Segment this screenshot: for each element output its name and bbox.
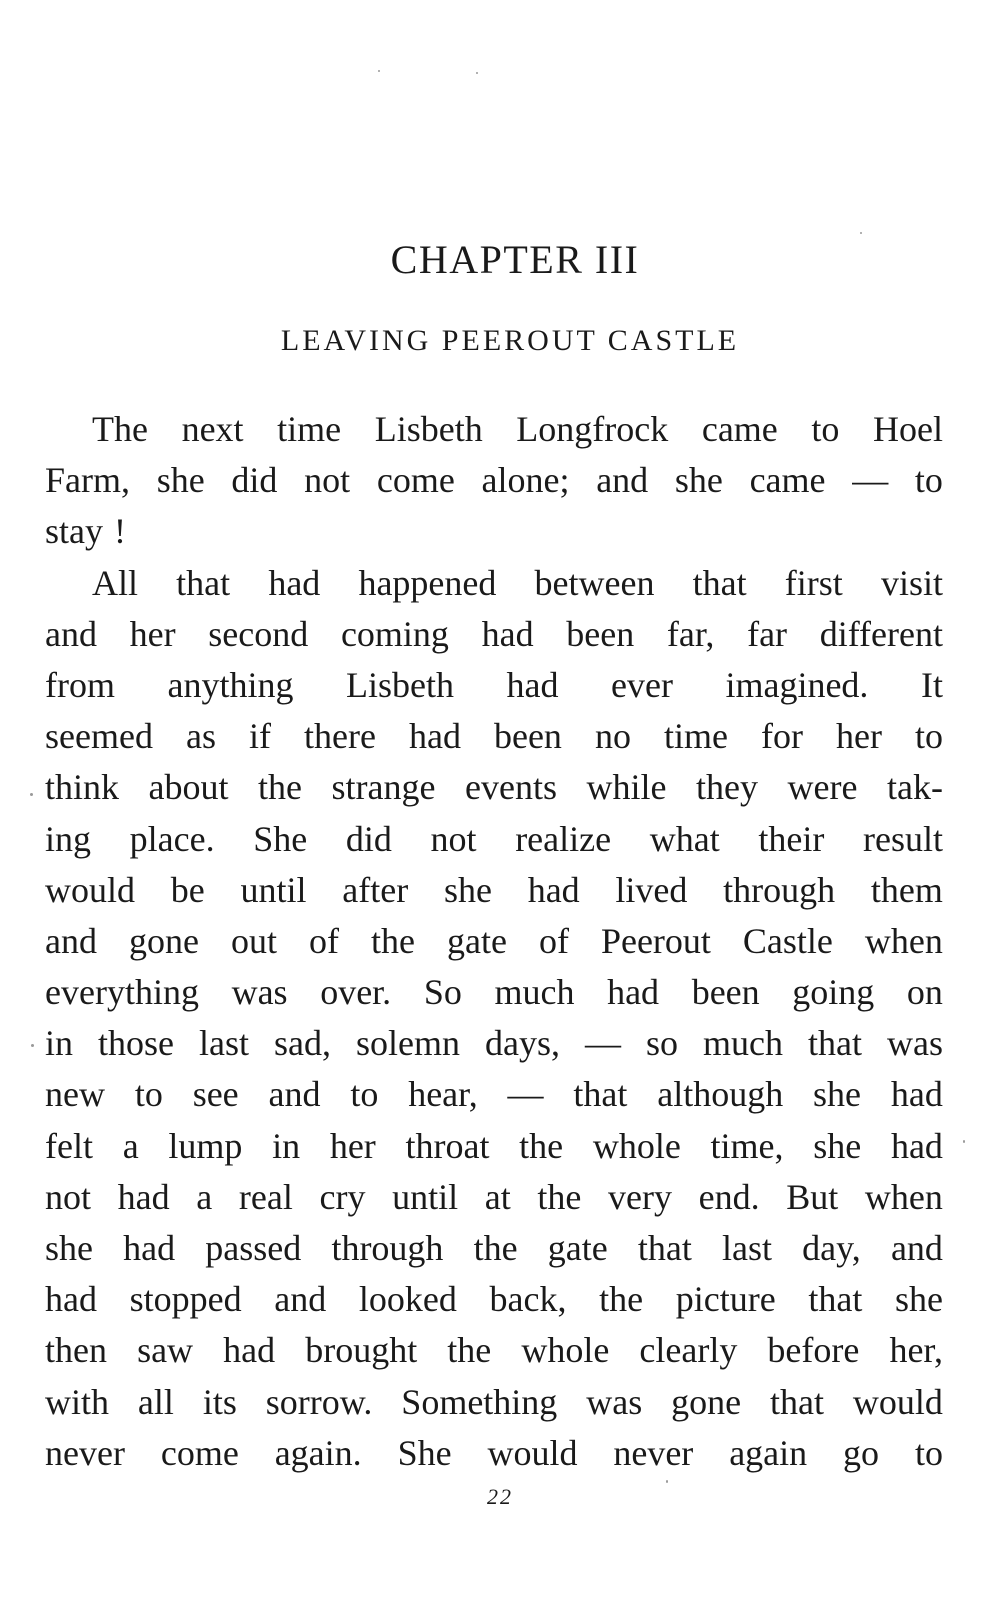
word: her	[129, 613, 176, 654]
word: to	[914, 460, 943, 501]
word: on	[906, 972, 943, 1013]
word: lump	[168, 1125, 243, 1166]
word: Castle	[742, 920, 833, 961]
text-line	[45, 967, 943, 1018]
word: they	[696, 767, 758, 808]
word: been	[493, 716, 562, 757]
word: that	[573, 1074, 628, 1115]
word: that	[692, 562, 747, 603]
word: see	[192, 1074, 239, 1115]
scan-speck	[30, 793, 33, 796]
word: not	[45, 1176, 92, 1217]
word: felt	[45, 1125, 93, 1166]
word: of	[308, 920, 339, 961]
word: realize	[515, 818, 612, 859]
word: time	[277, 409, 342, 449]
word: and	[45, 920, 97, 961]
word: throat	[405, 1125, 490, 1166]
word: very	[608, 1176, 672, 1217]
word: would	[487, 1432, 578, 1473]
word: as	[185, 716, 216, 757]
word: she	[813, 1125, 862, 1166]
word: had	[607, 972, 660, 1013]
word: again.	[274, 1432, 362, 1473]
scan-speck	[31, 1044, 34, 1047]
text-line	[45, 1274, 943, 1325]
word: far	[747, 613, 788, 654]
word: came	[749, 460, 826, 501]
word: not	[304, 460, 351, 501]
word: to	[134, 1074, 163, 1115]
word: So	[423, 972, 462, 1013]
word: of	[538, 920, 569, 961]
word: for	[760, 716, 803, 757]
word: saw	[137, 1330, 194, 1371]
word: their	[758, 818, 825, 859]
text-line	[45, 609, 943, 660]
word: seemed	[45, 716, 153, 757]
word: all	[137, 1381, 174, 1422]
word: while	[586, 767, 667, 808]
word: strange	[331, 767, 436, 808]
word: !	[114, 511, 126, 552]
word: But	[786, 1176, 839, 1217]
word: and	[890, 1228, 943, 1268]
word: what	[649, 818, 720, 859]
scan-speck	[666, 1480, 668, 1483]
word: a	[122, 1125, 139, 1166]
word: day,	[802, 1228, 861, 1268]
word: had	[117, 1176, 170, 1217]
word: had	[890, 1125, 943, 1166]
word: in	[45, 1023, 74, 1064]
word: gate	[547, 1228, 608, 1268]
word: that	[808, 1023, 862, 1064]
word: sorrow.	[265, 1381, 373, 1422]
word: gone	[671, 1381, 742, 1422]
word: over.	[320, 972, 392, 1013]
scan-speck	[963, 1140, 965, 1143]
word: before	[767, 1330, 860, 1371]
word: anything	[167, 664, 294, 705]
word: until	[392, 1176, 459, 1217]
text-line	[45, 558, 943, 609]
word: last	[722, 1228, 772, 1268]
word: after	[342, 869, 409, 910]
word: the	[258, 767, 303, 808]
text-line	[45, 865, 943, 916]
word: ever	[611, 664, 673, 705]
word: sad,	[274, 1023, 332, 1064]
chapter-title: LEAVING PEEROUT CASTLE	[280, 324, 740, 357]
word: she	[894, 1279, 943, 1320]
word: when	[864, 920, 943, 961]
word: real	[238, 1176, 293, 1217]
word: the	[370, 920, 415, 961]
word: to	[811, 409, 840, 449]
word: and	[274, 1279, 327, 1320]
word: been	[566, 613, 635, 654]
word: Peerout	[600, 920, 711, 961]
word: —	[852, 460, 889, 501]
text-line	[45, 1121, 943, 1172]
text-line	[45, 1377, 943, 1428]
word: did	[345, 818, 392, 859]
word: come	[160, 1432, 239, 1473]
word: —	[585, 1023, 622, 1064]
text-line	[45, 762, 943, 813]
word: had	[123, 1228, 176, 1268]
word: alone;	[481, 460, 570, 501]
chapter-number: CHAPTER III	[390, 237, 640, 282]
word: solemn	[356, 1023, 461, 1064]
text-line	[45, 660, 943, 711]
word: ing	[45, 818, 92, 859]
word: and	[45, 613, 97, 654]
word: until	[240, 869, 307, 910]
word: first	[784, 562, 843, 603]
text-line	[45, 1069, 943, 1120]
word: had	[408, 716, 461, 757]
word: had	[223, 1330, 276, 1371]
word: stopped	[129, 1279, 242, 1320]
word: gate	[446, 920, 507, 961]
word: had	[890, 1074, 943, 1115]
word: about	[148, 767, 229, 808]
word: last	[199, 1023, 250, 1064]
word: no	[594, 716, 631, 757]
scan-speck	[860, 232, 862, 234]
word: different	[819, 613, 943, 654]
word: gone	[128, 920, 199, 961]
word: its	[202, 1381, 237, 1422]
word: cry	[319, 1176, 366, 1217]
word: end.	[698, 1176, 760, 1217]
word: —	[507, 1074, 544, 1115]
text-line	[45, 1428, 943, 1479]
word: result	[862, 818, 943, 859]
word: that	[176, 562, 231, 603]
word: and	[268, 1074, 321, 1115]
word: them	[870, 869, 943, 910]
word: in	[272, 1125, 301, 1166]
text-line	[45, 1172, 943, 1223]
word: a	[196, 1176, 213, 1217]
word: then	[45, 1330, 107, 1371]
word: through	[723, 869, 836, 910]
word: out	[230, 920, 277, 961]
word: days,	[485, 1023, 561, 1064]
word: Farm,	[45, 460, 130, 501]
word: to	[914, 716, 943, 757]
word: she	[674, 460, 723, 501]
word: was	[231, 972, 288, 1013]
word: All	[92, 562, 139, 603]
word: Longfrock	[516, 409, 669, 449]
word: those	[98, 1023, 175, 1064]
word: did	[231, 460, 278, 501]
word: would	[45, 869, 135, 910]
word: if	[248, 716, 271, 757]
word: although	[657, 1074, 784, 1115]
word: come	[376, 460, 455, 501]
word: everything	[45, 972, 199, 1013]
word: her,	[889, 1330, 943, 1371]
word: stay	[45, 511, 103, 552]
word: time	[663, 716, 728, 757]
word: at	[484, 1176, 511, 1217]
word: Lisbeth	[374, 409, 483, 449]
word: coming	[340, 613, 449, 654]
body-text	[45, 404, 943, 1479]
word: from	[45, 664, 115, 705]
word: been	[691, 972, 760, 1013]
word: place.	[129, 818, 215, 859]
word: going	[792, 972, 875, 1013]
word: She	[397, 1432, 452, 1473]
word: her	[835, 716, 882, 757]
word: brought	[305, 1330, 418, 1371]
word: had	[527, 869, 580, 910]
page-number: 22	[487, 1484, 513, 1509]
scan-speck	[476, 72, 478, 74]
text-line	[45, 1223, 943, 1274]
word: had	[481, 613, 534, 654]
word: think	[45, 767, 120, 808]
word: when	[864, 1176, 943, 1217]
word: much	[494, 972, 575, 1013]
word: she	[45, 1228, 93, 1268]
text-line	[45, 814, 943, 865]
word: to	[914, 1432, 943, 1473]
word: she	[813, 1074, 862, 1115]
text-line	[45, 506, 943, 557]
word: her	[329, 1125, 376, 1166]
word: Something	[401, 1381, 558, 1422]
word: had	[45, 1279, 97, 1320]
word: The	[92, 409, 148, 449]
word: tak-	[886, 767, 943, 808]
word: and	[596, 460, 649, 501]
word: she	[443, 869, 492, 910]
word: again	[729, 1432, 808, 1473]
word: through	[331, 1228, 444, 1268]
word: whole	[592, 1125, 681, 1166]
word: events	[465, 767, 557, 808]
word: the	[519, 1125, 564, 1166]
text-line	[45, 711, 943, 762]
word: whole	[521, 1330, 610, 1371]
word: had	[506, 664, 559, 705]
word: never	[613, 1432, 694, 1473]
word: next	[181, 409, 244, 449]
word: so	[646, 1023, 679, 1064]
word: Hoel	[872, 409, 943, 449]
word: second	[208, 613, 309, 654]
word: go	[843, 1432, 880, 1473]
word: had	[268, 562, 321, 603]
word: that	[637, 1228, 692, 1268]
word: happened	[358, 562, 497, 603]
word: the	[599, 1279, 644, 1320]
text-line	[45, 916, 943, 967]
word: It	[920, 664, 943, 705]
word: lived	[615, 869, 688, 910]
word: visit	[880, 562, 943, 603]
word: She	[253, 818, 308, 859]
word: the	[537, 1176, 582, 1217]
word: that	[808, 1279, 863, 1320]
word: far,	[666, 613, 715, 654]
word: that	[770, 1381, 824, 1422]
text-line	[45, 1325, 943, 1376]
word: came	[701, 409, 778, 449]
word: back,	[489, 1279, 567, 1320]
word: passed	[205, 1228, 302, 1268]
word: be	[170, 869, 205, 910]
word: looked	[358, 1279, 457, 1320]
word: Lisbeth	[346, 664, 454, 705]
word: there	[304, 716, 376, 757]
word: never	[45, 1432, 125, 1473]
text-line	[45, 1018, 943, 1069]
word: would	[852, 1381, 943, 1422]
word: she	[156, 460, 205, 501]
word: the	[447, 1330, 492, 1371]
word: picture	[675, 1279, 776, 1320]
word: clearly	[639, 1330, 738, 1371]
word: was	[586, 1381, 643, 1422]
word: between	[534, 562, 655, 603]
text-line	[45, 404, 943, 455]
text-line	[45, 455, 943, 506]
word: were	[787, 767, 858, 808]
word: time,	[710, 1125, 784, 1166]
word: new	[45, 1074, 105, 1115]
word: the	[473, 1228, 518, 1268]
word: was	[887, 1023, 943, 1064]
word: imagined.	[725, 664, 869, 705]
word: with	[45, 1381, 110, 1422]
word: much	[703, 1023, 784, 1064]
word: hear,	[408, 1074, 478, 1115]
word: not	[430, 818, 477, 859]
word: to	[350, 1074, 379, 1115]
scan-speck	[378, 70, 380, 72]
